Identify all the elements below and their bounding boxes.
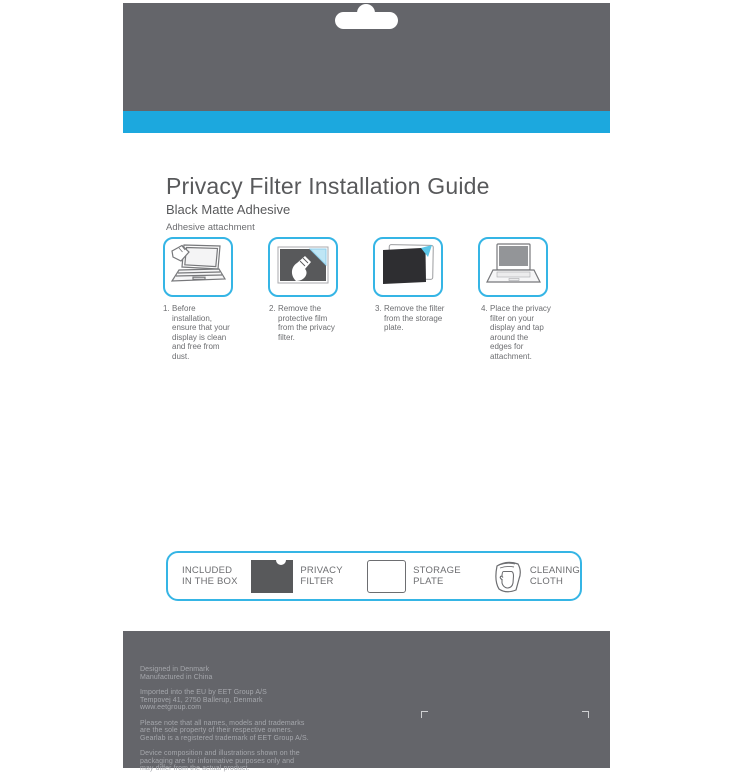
step-1-caption	[163, 304, 234, 361]
page-subtitle: Black Matte Adhesive	[166, 202, 291, 217]
step-1-box	[163, 237, 233, 297]
footer-panel	[123, 631, 610, 772]
privacy-filter-label	[300, 565, 342, 587]
importer-website: www.eetgroup.com	[140, 704, 202, 711]
importer-line1: Imported into the EU by EET Group A/S	[140, 689, 267, 696]
included-label	[182, 565, 243, 587]
storage-plate-label	[413, 565, 461, 587]
privacy-filter-label-line2: FILTER	[300, 576, 334, 587]
storage-plate-label-line1: STORAGE	[413, 565, 461, 576]
step-3-number: 3.	[375, 304, 382, 313]
peel-protective-film-icon	[274, 242, 332, 293]
cleaning-cloth-label	[530, 565, 580, 587]
step-4-text: Place the privacy filter on your display and tap around the edges for attachment.	[490, 304, 551, 361]
label-corner-mark-left	[421, 711, 428, 718]
section-label: Adhesive attachment	[166, 222, 255, 233]
disclaimer-text	[140, 750, 610, 773]
privacy-filter-swatch	[251, 560, 293, 593]
place-filter-on-display-icon	[484, 242, 542, 293]
header-panel	[123, 3, 610, 111]
trademark-line1: Please note that all names, models and trademarks	[140, 719, 305, 727]
step-4-box	[478, 237, 548, 297]
origin-text	[140, 666, 610, 681]
disclaimer-line2: packaging are for informative purposes only and	[140, 757, 295, 765]
step-2-caption	[269, 304, 340, 361]
step-2-text: Remove the protective film from the privacy filter.	[278, 304, 335, 342]
remove-filter-from-plate-icon	[379, 242, 437, 293]
trademark-line2: are the sole property of their respective owners.	[140, 727, 293, 734]
trademark-text	[140, 720, 610, 743]
step-2-box	[268, 237, 338, 297]
privacy-filter-label-line1: PRIVACY	[300, 565, 343, 576]
hang-hole-slot	[335, 12, 398, 29]
packaging-card	[123, 3, 610, 772]
storage-plate-swatch	[367, 560, 406, 593]
origin-line2: Manufactured in China	[140, 673, 213, 681]
included-label-line2: IN THE BOX	[182, 576, 238, 587]
steps-illustrations	[163, 237, 548, 297]
accent-stripe	[123, 111, 610, 133]
page-title: Privacy Filter Installation Guide	[166, 173, 490, 199]
included-in-box-panel	[166, 551, 582, 601]
step-3-box	[373, 237, 443, 297]
origin-line1: Designed in Denmark	[140, 666, 210, 673]
filter-tab-notch	[276, 555, 286, 565]
included-label-line1: INCLUDED	[182, 565, 233, 576]
step-1-number: 1.	[163, 304, 170, 313]
cleaning-cloth-icon	[491, 557, 525, 595]
steps-captions	[163, 304, 552, 361]
step-1-text: Before installation, ensure that your display is clean and free from dust.	[172, 304, 230, 361]
clean-display-icon	[169, 242, 227, 293]
cleaning-cloth-label-line1: CLEANING	[529, 565, 580, 576]
step-4-caption	[481, 304, 552, 361]
step-3-text: Remove the filter from the storage plate.	[384, 304, 445, 332]
step-2-number: 2.	[269, 304, 276, 313]
importer-text	[140, 689, 610, 712]
disclaimer-line1: Device composition and illustrations shown on the	[140, 750, 300, 757]
storage-plate-label-line2: PLATE	[413, 576, 444, 587]
trademark-line3: Gearlab is a registered trademark of EET Group A/S.	[140, 734, 309, 742]
guide-body	[123, 133, 610, 631]
label-corner-mark-right	[582, 711, 589, 718]
step-4-number: 4.	[481, 304, 488, 313]
step-3-caption	[375, 304, 446, 361]
disclaimer-line3: may differ from the actual product.	[140, 765, 250, 772]
importer-line2: Tempovej 41, 2750 Ballerup, Denmark	[140, 696, 263, 704]
cleaning-cloth-label-line2: CLOTH	[529, 576, 564, 587]
